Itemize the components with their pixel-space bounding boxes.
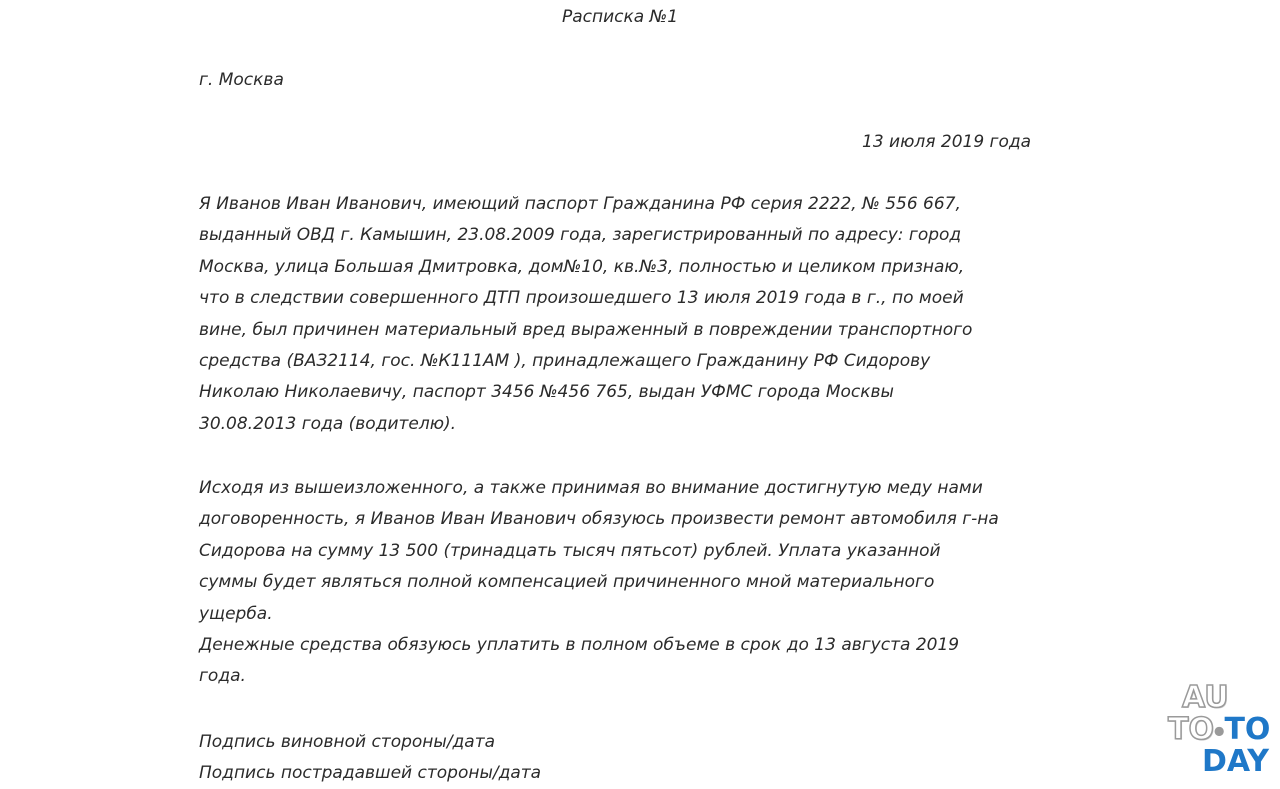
watermark-dot-icon: ● <box>1213 723 1225 738</box>
text-line: Исходя из вышеизложенного, а также принимая во внимание достигнутую меду нами <box>199 478 983 498</box>
paragraph-statement <box>199 189 1039 440</box>
text-line: Николаю Николаевичу, паспорт 3456 №456 765, выдан УФМС города Москвы <box>199 382 894 403</box>
text-line: что в следствии совершенного ДТП произошедшего 13 июля 2019 года в г., по моей <box>199 288 964 309</box>
text-line: года. <box>199 666 246 687</box>
watermark-text-au: AU <box>1182 680 1229 715</box>
text-line: Денежные средства обязуюсь уплатить в полном объеме в срок до 13 августа 2019 <box>199 634 960 655</box>
watermark-text-to-gray: TO <box>1168 712 1214 747</box>
signature-line-guilty: Подпись виновной стороны/дата <box>199 732 496 752</box>
paragraph-obligation <box>199 473 1039 693</box>
document-city: г. Москва <box>199 70 284 90</box>
text-line: выданный ОВД г. Камышин, 23.08.2009 года, зарегистрированный по адресу: город <box>199 225 962 246</box>
document-date: 13 июля 2019 года <box>862 132 1032 152</box>
text-line: 30.08.2013 года (водителю). <box>199 413 457 434</box>
document-title: Расписка №1 <box>561 7 679 27</box>
watermark-text-day: DAY <box>1202 744 1269 779</box>
text-line: Я Иванов Иван Иванович, имеющий паспорт Гражданина РФ серия 2222, № 556 667, <box>199 194 961 214</box>
signature-block <box>199 727 541 789</box>
text-line: вине, был причинен материальный вред выраженный в повреждении транспортного <box>199 319 973 340</box>
autotoday-watermark-logo <box>1168 680 1272 782</box>
text-line: Сидорова на сумму 13 500 (тринадцать тысяч пятьсот) рублей. Уплата указанной <box>199 540 941 561</box>
text-line: суммы будет являться полной компенсацией причиненного мной материального <box>199 572 935 593</box>
watermark-row-to <box>1168 714 1270 747</box>
signature-line-victim: Подпись пострадавшей стороны/дата <box>199 763 542 783</box>
text-line: ущерба. <box>199 603 273 624</box>
watermark-text-to-blue: TO <box>1224 712 1271 747</box>
text-line: средства (ВАЗ2114, гос. №К111АМ ), принадлежащего Гражданину РФ Сидорову <box>199 350 931 371</box>
text-line: Москва, улица Большая Дмитровка, дом№10, кв.№3, полностью и целиком признаю, <box>199 256 965 277</box>
text-line: договоренность, я Иванов Иван Иванович обязуюсь произвести ремонт автомобиля г-на <box>199 509 999 530</box>
